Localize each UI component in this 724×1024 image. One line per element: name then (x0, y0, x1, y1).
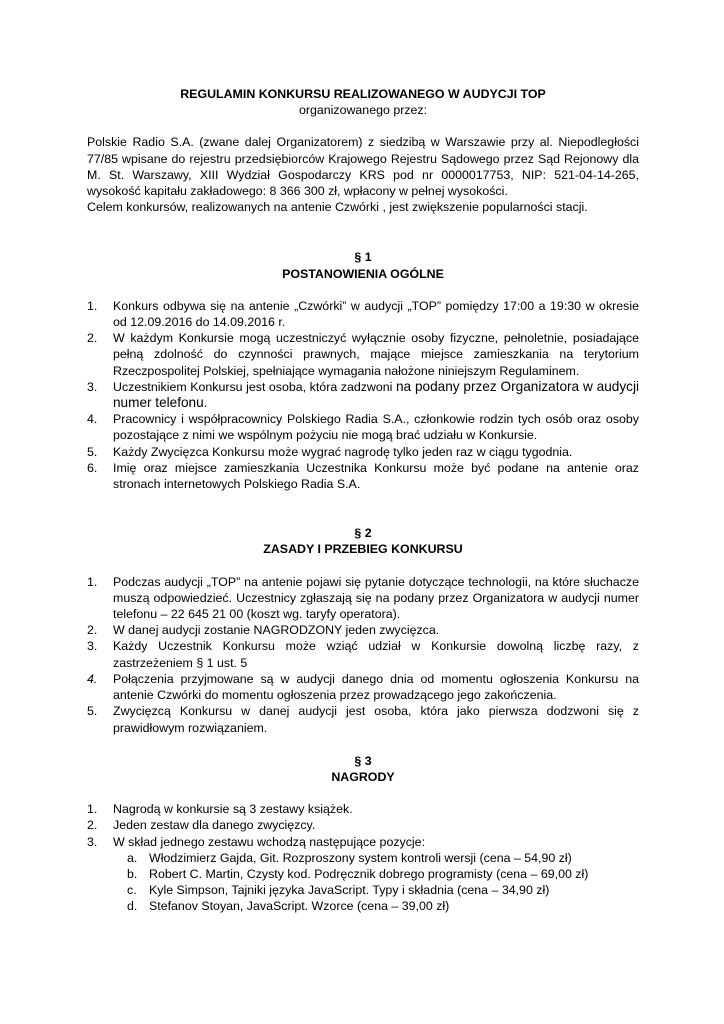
organizer-paragraph: Polskie Radio S.A. (zwane dalej Organizatorem) z siedzibą w Warszawie przy al. Niepodległości 77/85 wpisane do rejestru przedsiębiorców Krajowego Rejestru Sądowego przez Sąd Rejonowy dla M. St. Warszawy, XIII Wydział Gospodarczy KRS pod nr 0000017753, NIP: 521-04-14-265, wysokość kapitału zakładowego: 8 366 300 zł, wpłacony w pełnej wysokości. (87, 135, 639, 199)
list-item (87, 703, 639, 735)
list-item (87, 817, 639, 833)
item-text: W danej audycji zostanie NAGRODZONY jeden zwycięzca. (113, 623, 440, 638)
book-letter: d. (127, 899, 138, 914)
item-text: Każdy Zwycięzca Konkursu może wygrać nagrodę tylko jeden raz w ciągu tygodnia. (113, 444, 573, 459)
item-text: Każdy Uczestnik Konkursu może wziąć udział w Konkursie dowolną liczbę razy, z zastrzeżeniem § 1 ust. 5 (113, 639, 639, 670)
item-text-continued: na podany przez Organizatora w audycji numer telefonu. (113, 378, 640, 411)
section-2-mark: § 2 (354, 526, 372, 541)
list-item (87, 444, 639, 460)
item-number: 3. (87, 834, 98, 849)
item-number: 3. (87, 639, 98, 654)
list-item (87, 411, 639, 443)
book-letter: c. (127, 883, 137, 898)
book-item (87, 882, 639, 898)
item-number: 4. (87, 412, 98, 427)
list-item (87, 574, 639, 623)
item-text: Jeden zestaw dla danego zwycięzcy. (113, 818, 316, 833)
book-text: Kyle Simpson, Tajniki języka JavaScript. Typy i składnia (cena – 34,90 zł) (149, 883, 550, 898)
list-item (87, 298, 639, 330)
book-item (87, 850, 639, 866)
list-item (87, 671, 639, 703)
book-item (87, 866, 639, 882)
item-number: 1. (87, 574, 98, 589)
document-subtitle: organizowanego przez: (298, 103, 428, 118)
item-text: Imię oraz miejsce zamieszkania Uczestnika Konkursu może być podane na antenie oraz stronach internetowych Polskiego Radia S.A. (113, 460, 639, 492)
regulation-document (87, 85, 639, 915)
section-1-heading: POSTANOWIENIA OGÓLNE (282, 266, 444, 281)
purpose-paragraph: Celem konkursów, realizowanych na antenie Czwórki , jest zwiększenie popularności stacji. (87, 200, 588, 215)
section-1-list (87, 298, 639, 492)
item-number: 1. (87, 802, 98, 817)
list-item (87, 460, 639, 492)
section-3-list (87, 801, 639, 914)
book-item (87, 898, 639, 914)
book-text: Stefanov Stoyan, JavaScript. Wzorce (cena – 39,00 zł) (149, 899, 450, 914)
book-text: Robert C. Martin, Czysty kod. Podręcznik dobrego programisty (cena – 69,00 zł) (149, 866, 589, 881)
item-number: 4. (87, 671, 98, 686)
item-number: 5. (87, 704, 98, 719)
item-text: Pracownicy i współpracownicy Polskiego Radia S.A., członkowie rodzin tych osób oraz osoby pozostające z nimi we wspólnym pożyciu nie mogą brać udziału w Konkursie. (113, 412, 639, 443)
section-2-list (87, 574, 639, 736)
book-letter: a. (127, 850, 138, 865)
list-item (87, 834, 639, 915)
item-text: Konkurs odbywa się na antenie „Czwórki” w audycji „TOP” pomiędzy 17:00 a 19:30 w okresie od 12.09.2016 do 14.09.2016 r. (113, 298, 639, 330)
book-text: Włodzimierz Gajda, Git. Rozproszony system kontroli wersji (cena – 54,90 zł) (149, 850, 572, 865)
item-number: 3. (87, 379, 98, 394)
item-text: Zwycięzcą Konkursu w danej audycji jest osoba, która jako pierwsza dodzwoni się z prawidłowym rozwiązaniem. (113, 704, 639, 735)
item-number: 2. (87, 818, 98, 833)
section-3-heading: NAGRODY (331, 769, 395, 784)
item-number: 6. (87, 460, 98, 475)
section-3-mark: § 3 (354, 753, 372, 768)
list-item (87, 379, 639, 411)
list-item (87, 330, 639, 379)
list-item (87, 622, 639, 638)
book-letter: b. (127, 866, 138, 881)
item-text: W skład jednego zestawu wchodzą następujące pozycje: (113, 834, 426, 849)
item-number: 2. (87, 331, 98, 346)
item-text: Podczas audycji „TOP” na antenie pojawi się pytanie dotyczące technologii, na które słuchacze muszą odpowiedzieć. Uczestnicy zgłaszają się na podany przez Organizatora w audycji numer telefonu – 22 645 21 00 (koszt wg. taryfy operatora). (113, 574, 639, 622)
item-text: Połączenia przyjmowane są w audycji danego dnia od momentu ogłoszenia Konkursu na antenie Czwórki do momentu ogłoszenia przez prowadzącego jego zakończenia. (113, 671, 639, 703)
item-text: Uczestnikiem Konkursu jest osoba, która zadzwoni (113, 379, 396, 394)
item-text: W każdym Konkursie mogą uczestniczyć wyłącznie osoby fizyczne, pełnoletnie, posiadające pełną zdolność do czynności prawnych, mające miejsce zamieszkania na terytorium Rzeczpospolitej Polskiej, spełniające wymagania nałożone niniejszym Regulaminem. (113, 331, 639, 378)
book-list (87, 850, 639, 915)
section-2-heading: ZASADY I PRZEBIEG KONKURSU (263, 542, 463, 557)
list-item (87, 801, 639, 817)
item-number: 1. (87, 298, 98, 313)
document-title: REGULAMIN KONKURSU REALIZOWANEGO W AUDYCJI TOP (180, 87, 546, 101)
item-number: 2. (87, 623, 98, 638)
item-number: 5. (87, 444, 98, 459)
item-text: Nagrodą w konkursie są 3 zestawy książek. (113, 802, 353, 817)
list-item (87, 638, 639, 670)
section-1-mark: § 1 (354, 250, 372, 265)
